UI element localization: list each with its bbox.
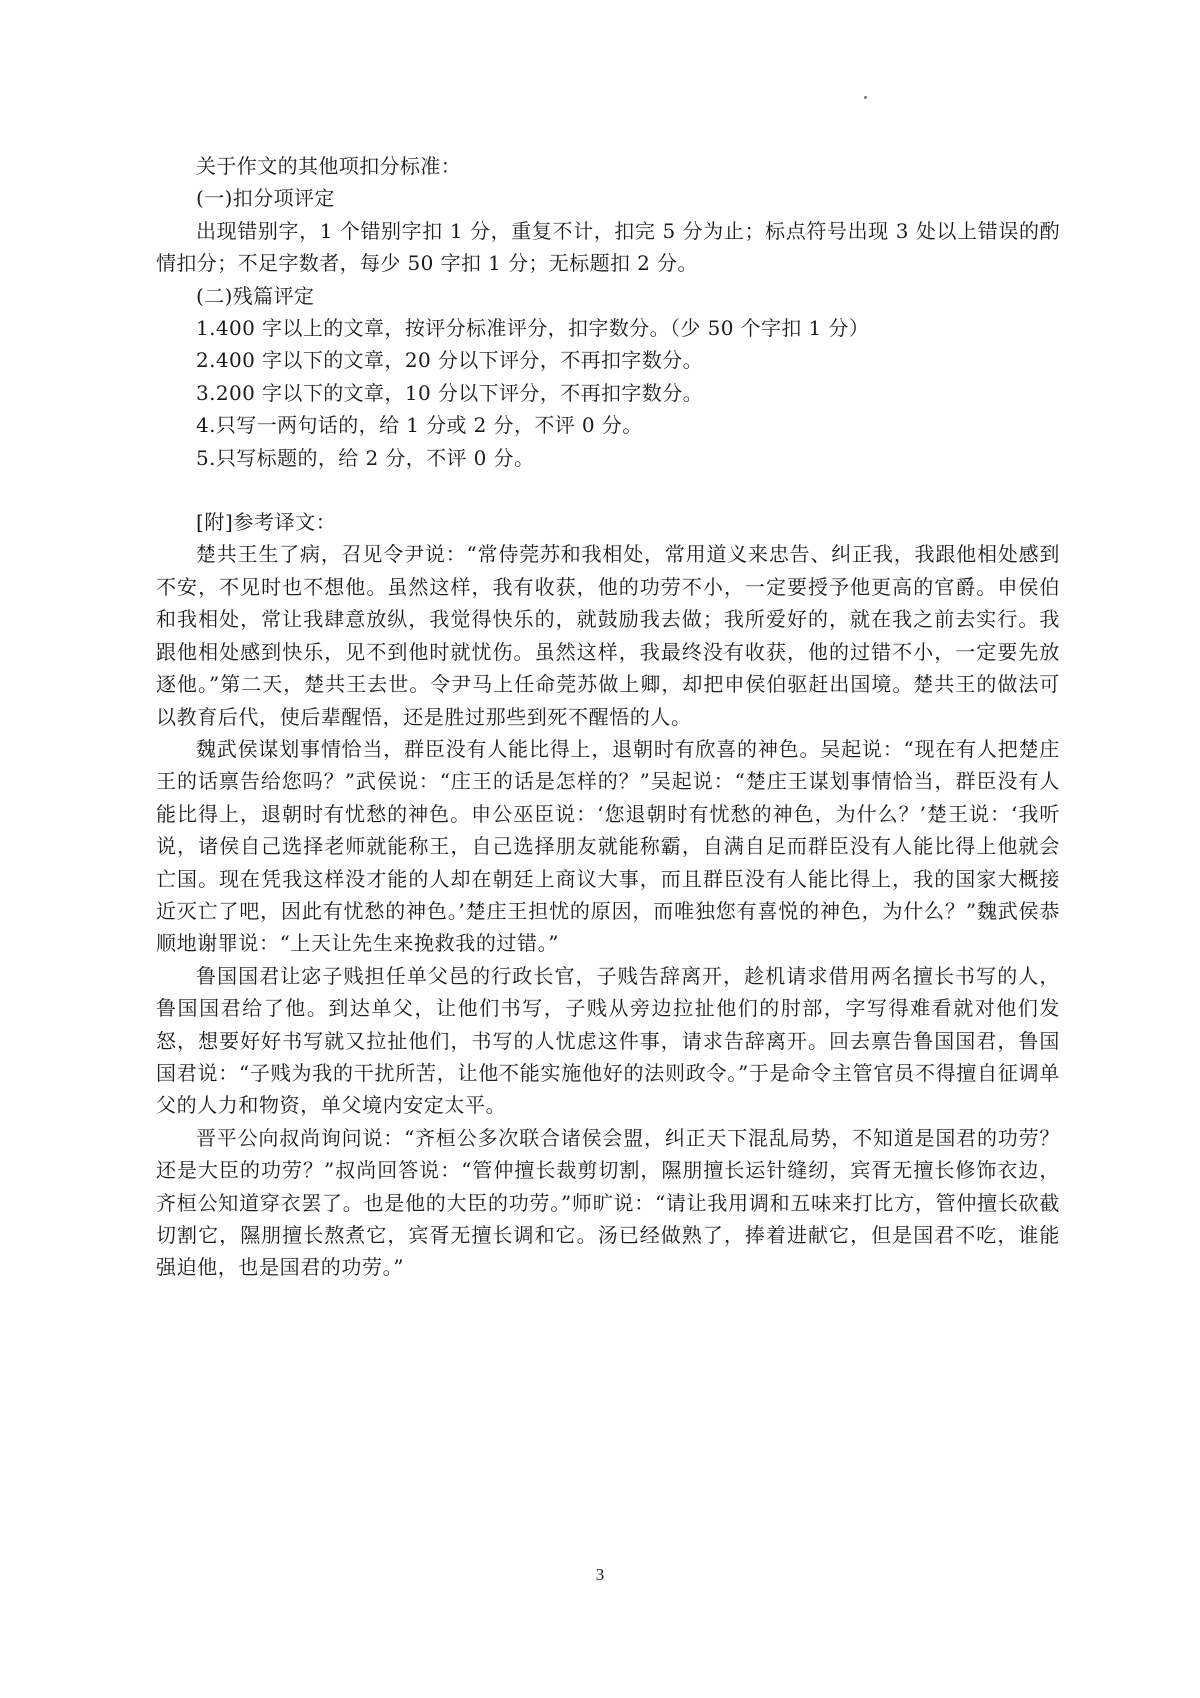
incomplete-item: 4.只写一两句话的，给 1 分或 2 分，不评 0 分。 xyxy=(196,413,643,438)
appendix-section xyxy=(156,506,1060,1284)
page-number: 3 xyxy=(595,1565,605,1584)
appendix-heading: [附]参考译文： xyxy=(196,510,337,535)
deduction-text: 出现错别字，1 个错别字扣 1 分，重复不计，扣完 5 分为止；标点符号出现 3 处以上错误的酌情扣分；不足字数者，每少 50 字扣 1 分；无标题扣 2 分。 xyxy=(156,218,1060,276)
scoring-title: 关于作文的其他项扣分标准： xyxy=(196,154,462,178)
incomplete-heading: (二)残篇评定 xyxy=(196,283,315,308)
incomplete-item: 5.只写标题的，给 2 分，不评 0 分。 xyxy=(196,445,535,470)
translation-paragraph: 魏武侯谋划事情恰当，群臣没有人能比得上，退朝时有欣喜的神色。吴起说：“现在有人把楚庄王的话禀告给您吗？”武侯说：“庄王的话是怎样的？”吴起说：“楚庄王谋划事情恰当，群臣没有人能比得上，退朝时有忧愁的神色。申公巫臣说：‘您退朝时有忧愁的神色，为什么？’楚王说：‘我听说，诸侯自己选择老师就能称王，自己选择朋友就能称霸，自满自足而群臣没有人能比得上他就会亡国。现在凭我这样没才能的人却在朝廷上商议大事，而且群臣没有人能比得上，我的国家大概接近灭亡了吧，因此有忧愁的神色。’楚庄王担忧的原因，而唯独您有喜悦的神色，为什么？”魏武侯恭顺地谢罪说：“上天让先生来挽救我的过错。” xyxy=(156,736,1060,956)
translation-paragraph: 楚共王生了病，召见令尹说：“常侍莞苏和我相处，常用道义来忠告、纠正我，我跟他相处感到不安，不见时也不想他。虽然这样，我有收获，他的功劳不小，一定要授予他更高的官爵。申侯伯和我相处，常让我肆意放纵，我觉得快乐的，就鼓励我去做；我所爱好的，就在我之前去实行。我跟他相处感到快乐，见不到他时就忧伤。虽然这样，我最终没有收获，他的过错不小，一定要先放逐他。”第二天，楚共王去世。令尹马上任命莞苏做上卿，却把申侯伯驱赶出国境。楚共王的做法可以教育后代，使后辈醒悟，还是胜过那些到死不醒悟的人。 xyxy=(156,542,1060,729)
deduction-heading: (一)扣分项评定 xyxy=(196,186,335,211)
incomplete-item: 1.400 字以上的文章，按评分标准评分，扣字数分。（少 50 个字扣 1 分） xyxy=(196,316,870,341)
translation-paragraph: 鲁国国君让宓子贱担任单父邑的行政长官，子贱告辞离开，趁机请求借用两名擅长书写的人，鲁国国君给了他。到达单父，让他们书写，子贱从旁边拉扯他们的肘部，字写得难看就对他们发怒，想要好好书写就又拉扯他们，书写的人忧虑这件事，请求告辞离开。回去禀告鲁国国君，鲁国国君说：“子贱为我的干扰所苦，让他不能实施他好的法则政令。”于是命令主管官员不得擅自征调单父的人力和物资，单父境内安定太平。 xyxy=(156,963,1060,1118)
incomplete-item: 3.200 字以下的文章，10 分以下评分，不再扣字数分。 xyxy=(196,380,704,405)
translation-paragraph: 晋平公向叔尚询问说：“齐桓公多次联合诸侯会盟，纠正天下混乱局势，不知道是国君的功劳？还是大臣的功劳？”叔尚回答说：“管仲擅长裁剪切割，隰朋擅长运针缝纫，宾胥无擅长修饰衣边，齐桓公知道穿衣罢了。也是他的大臣的功劳。”师旷说：“请让我用调和五味来打比方，管仲擅长砍截切割它，隰朋擅长熬煮它，宾胥无擅长调和它。汤已经做熟了，捧着进献它，但是国君不吃，谁能强迫他，也是国君的功劳。” xyxy=(156,1125,1060,1280)
incomplete-item: 2.400 字以下的文章，20 分以下评分，不再扣字数分。 xyxy=(196,348,704,373)
top-dot-mark xyxy=(864,96,867,99)
scoring-section xyxy=(156,150,1060,474)
page-content xyxy=(156,150,1060,1284)
section-spacer xyxy=(156,474,1060,506)
